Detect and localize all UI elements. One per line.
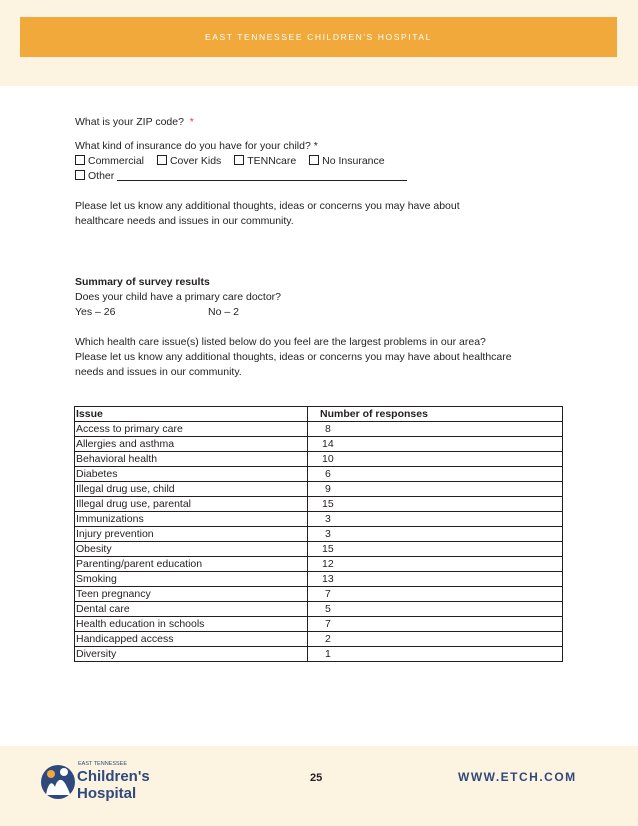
response-count-cell: 3	[308, 512, 563, 527]
checkbox-icon[interactable]	[75, 155, 85, 165]
issue-cell: Teen pregnancy	[75, 587, 308, 602]
issue-cell: Illegal drug use, parental	[75, 497, 308, 512]
response-count-cell: 6	[308, 467, 563, 482]
response-count-cell: 10	[308, 452, 563, 467]
option-commercial[interactable]	[75, 154, 144, 169]
required-mark: *	[189, 116, 194, 128]
table-row	[75, 437, 563, 452]
checkbox-icon[interactable]	[157, 155, 167, 165]
table-row	[75, 422, 563, 437]
response-count-cell: 14	[308, 437, 563, 452]
checkbox-icon[interactable]	[234, 155, 244, 165]
table-row	[75, 512, 563, 527]
header-bar	[20, 17, 617, 57]
issue-cell: Diabetes	[75, 467, 308, 482]
issue-cell: Allergies and asthma	[75, 437, 308, 452]
option-label: Cover Kids	[169, 155, 222, 167]
checkbox-icon[interactable]	[309, 155, 319, 165]
response-count-cell: 3	[308, 527, 563, 542]
issue-cell: Access to primary care	[75, 422, 308, 437]
table-row	[75, 452, 563, 467]
logo-top-text: EAST TENNESSEE	[78, 761, 128, 767]
option-label: Commercial	[88, 155, 145, 167]
option-cover-kids[interactable]	[157, 154, 221, 169]
response-count-cell: 5	[308, 602, 563, 617]
issue-cell: Behavioral health	[75, 452, 308, 467]
table-row	[75, 467, 563, 482]
response-count-cell: 1	[308, 647, 563, 662]
issue-cell: Diversity	[75, 647, 308, 662]
other-label: Other	[88, 170, 115, 182]
response-count-cell: 7	[308, 617, 563, 632]
insurance-options	[75, 154, 570, 169]
response-count-cell: 13	[308, 572, 563, 587]
table-header-row	[75, 407, 563, 422]
option-label: TENNcare	[247, 155, 297, 167]
table-row	[75, 647, 563, 662]
response-count-cell: 2	[308, 632, 563, 647]
issues-question: Which health care issue(s) listed below do you feel are the largest problems in our area?	[75, 336, 486, 348]
other-blank-line[interactable]	[117, 171, 407, 181]
page-number: 25	[310, 772, 323, 784]
response-count-cell: 7	[308, 587, 563, 602]
table-row	[75, 557, 563, 572]
response-count-cell: 15	[308, 542, 563, 557]
pcp-answers	[75, 305, 570, 320]
issues-table	[74, 406, 563, 662]
table-row	[75, 482, 563, 497]
header-title: EAST TENNESSEE CHILDREN'S HOSPITAL	[204, 32, 432, 42]
checkbox-icon[interactable]	[75, 170, 85, 180]
table-row	[75, 617, 563, 632]
logo-line1: Children's	[77, 768, 150, 785]
insurance-question: What kind of insurance do you have for your child? *	[75, 140, 318, 152]
issue-cell: Health education in schools	[75, 617, 308, 632]
option-no-insurance[interactable]	[309, 154, 384, 169]
table-row	[75, 602, 563, 617]
response-count-cell: 12	[308, 557, 563, 572]
table-row	[75, 632, 563, 647]
option-tenncare[interactable]	[234, 154, 296, 169]
response-count-cell: 15	[308, 497, 563, 512]
issue-cell: Parenting/parent education	[75, 557, 308, 572]
summary-heading: Summary of survey results	[75, 276, 210, 288]
column-header-responses: Number of responses	[308, 407, 563, 422]
pcp-question: Does your child have a primary care doctor?	[75, 291, 282, 303]
table-row	[75, 572, 563, 587]
issue-cell: Illegal drug use, child	[75, 482, 308, 497]
thoughts-prompt-2: healthcare needs and issues in our community.	[75, 215, 294, 227]
issue-cell: Immunizations	[75, 512, 308, 527]
yes-count: Yes – 26	[75, 306, 116, 318]
issue-cell: Obesity	[75, 542, 308, 557]
table-row	[75, 497, 563, 512]
option-other[interactable]	[75, 169, 570, 184]
etch-logo	[40, 755, 150, 805]
zip-question	[75, 115, 570, 130]
issue-cell: Smoking	[75, 572, 308, 587]
table-row	[75, 527, 563, 542]
response-count-cell: 9	[308, 482, 563, 497]
summary-thoughts-1: Please let us know any additional thoughts, ideas or concerns you may have about healthcare	[75, 351, 512, 363]
response-count-cell: 8	[308, 422, 563, 437]
summary-thoughts-2: needs and issues in our community.	[75, 366, 242, 378]
issue-cell: Injury prevention	[75, 527, 308, 542]
logo-line2: Hospital	[77, 785, 137, 802]
table-row	[75, 542, 563, 557]
option-label: No Insurance	[322, 155, 385, 167]
website-link[interactable]: WWW.ETCH.COM	[458, 770, 577, 784]
no-count: No – 2	[208, 306, 239, 318]
thoughts-prompt-1: Please let us know any additional thoughts, ideas or concerns you may have about	[75, 200, 460, 212]
zip-question-text: What is your ZIP code?	[75, 116, 184, 128]
survey-content	[75, 115, 570, 380]
column-header-issue: Issue	[75, 407, 308, 422]
table-row	[75, 587, 563, 602]
issue-cell: Handicapped access	[75, 632, 308, 647]
issue-cell: Dental care	[75, 602, 308, 617]
